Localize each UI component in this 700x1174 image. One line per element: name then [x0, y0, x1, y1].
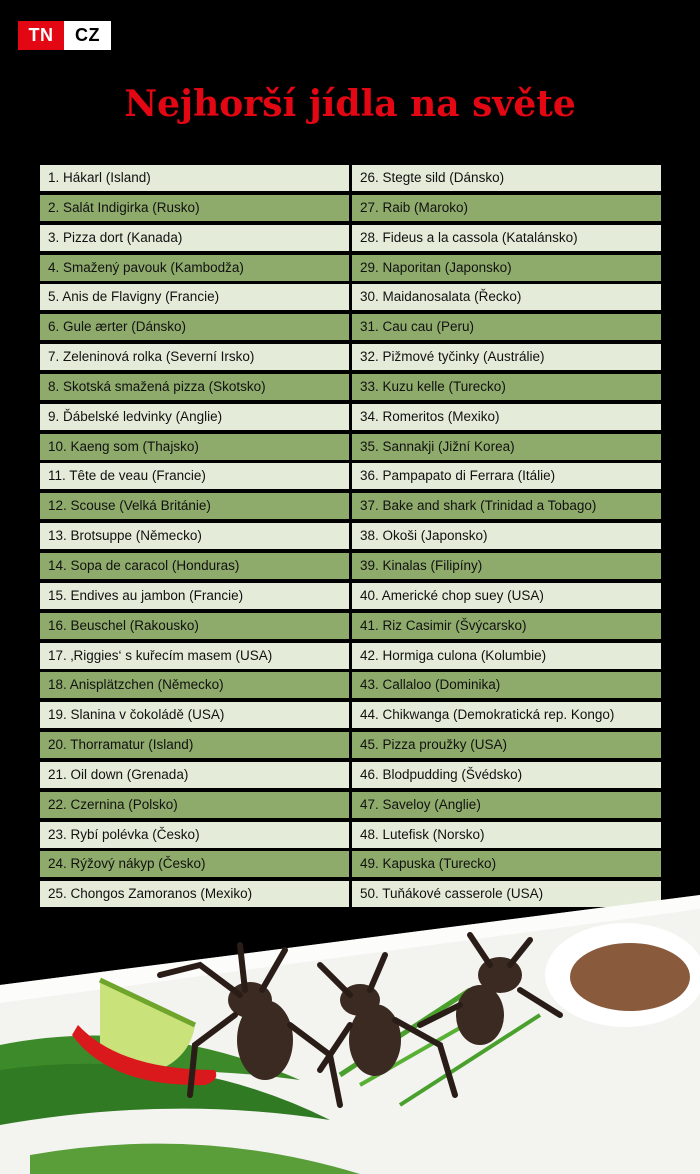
list-item: 1. Hákarl (Island): [40, 165, 349, 191]
list-item: 35. Sannakji (Jižní Korea): [352, 434, 661, 460]
list-item: 43. Callaloo (Dominika): [352, 672, 661, 698]
list-item: 41. Riz Casimir (Švýcarsko): [352, 613, 661, 639]
list-item: 3. Pizza dort (Kanada): [40, 225, 349, 251]
list-item: 20. Thorramatur (Island): [40, 732, 349, 758]
list-item: 45. Pizza proužky (USA): [352, 732, 661, 758]
fried-tarantulas-plate-image: [0, 895, 700, 1174]
list-item: 12. Scouse (Velká Británie): [40, 493, 349, 519]
list-item: 2. Salát Indigirka (Rusko): [40, 195, 349, 221]
logo-tn: TN: [18, 21, 64, 50]
list-item: 38. Okoši (Japonsko): [352, 523, 661, 549]
list-item: 48. Lutefisk (Norsko): [352, 822, 661, 848]
list-item: 11. Tête de veau (Francie): [40, 463, 349, 489]
list-item: 28. Fideus a la cassola (Katalánsko): [352, 225, 661, 251]
list-item: 17. ‚Riggies‘ s kuřecím masem (USA): [40, 643, 349, 669]
page-title: Nejhorší jídla na světe: [124, 83, 576, 125]
list-item: 13. Brotsuppe (Německo): [40, 523, 349, 549]
list-item: 44. Chikwanga (Demokratická rep. Kongo): [352, 702, 661, 728]
list-item: 6. Gule ærter (Dánsko): [40, 314, 349, 340]
list-item: 27. Raib (Maroko): [352, 195, 661, 221]
list-item: 8. Skotská smažená pizza (Skotsko): [40, 374, 349, 400]
list-item: 16. Beuschel (Rakousko): [40, 613, 349, 639]
list-column-left: [40, 165, 349, 911]
list-item: 18. Anisplätzchen (Německo): [40, 672, 349, 698]
list-column-right: [352, 165, 661, 911]
list-item: 49. Kapuska (Turecko): [352, 851, 661, 877]
list-item: 19. Slanina v čokoládě (USA): [40, 702, 349, 728]
list-item: 33. Kuzu kelle (Turecko): [352, 374, 661, 400]
list-item: 5. Anis de Flavigny (Francie): [40, 284, 349, 310]
list-item: 46. Blodpudding (Švédsko): [352, 762, 661, 788]
list-item: 15. Endives au jambon (Francie): [40, 583, 349, 609]
list-item: 29. Naporitan (Japonsko): [352, 255, 661, 281]
list-item: 34. Romeritos (Mexiko): [352, 404, 661, 430]
tn-cz-logo: [18, 21, 111, 50]
list-item: 26. Stegte sild (Dánsko): [352, 165, 661, 191]
list-item: 47. Saveloy (Anglie): [352, 792, 661, 818]
list-item: 21. Oil down (Grenada): [40, 762, 349, 788]
list-item: 9. Ďábelské ledvinky (Anglie): [40, 404, 349, 430]
list-item: 42. Hormiga culona (Kolumbie): [352, 643, 661, 669]
list-item: 32. Pižmové tyčinky (Austrálie): [352, 344, 661, 370]
logo-cz: CZ: [64, 21, 111, 50]
list-item: 39. Kinalas (Filipíny): [352, 553, 661, 579]
list-item: 24. Rýžový nákyp (Česko): [40, 851, 349, 877]
list-item: 30. Maidanosalata (Řecko): [352, 284, 661, 310]
list-item: 50. Tuňákové casserole (USA): [352, 881, 661, 907]
list-item: 37. Bake and shark (Trinidad a Tobago): [352, 493, 661, 519]
list-item: 25. Chongos Zamoranos (Mexiko): [40, 881, 349, 907]
list-item: 7. Zeleninová rolka (Severní Irsko): [40, 344, 349, 370]
list-item: 40. Americké chop suey (USA): [352, 583, 661, 609]
list-item: 23. Rybí polévka (Česko): [40, 822, 349, 848]
list-item: 22. Czernina (Polsko): [40, 792, 349, 818]
list-item: 14. Sopa de caracol (Honduras): [40, 553, 349, 579]
list-item: 36. Pampapato di Ferrara (Itálie): [352, 463, 661, 489]
list-item: 10. Kaeng som (Thajsko): [40, 434, 349, 460]
list-item: 31. Cau cau (Peru): [352, 314, 661, 340]
list-item: 4. Smažený pavouk (Kambodža): [40, 255, 349, 281]
